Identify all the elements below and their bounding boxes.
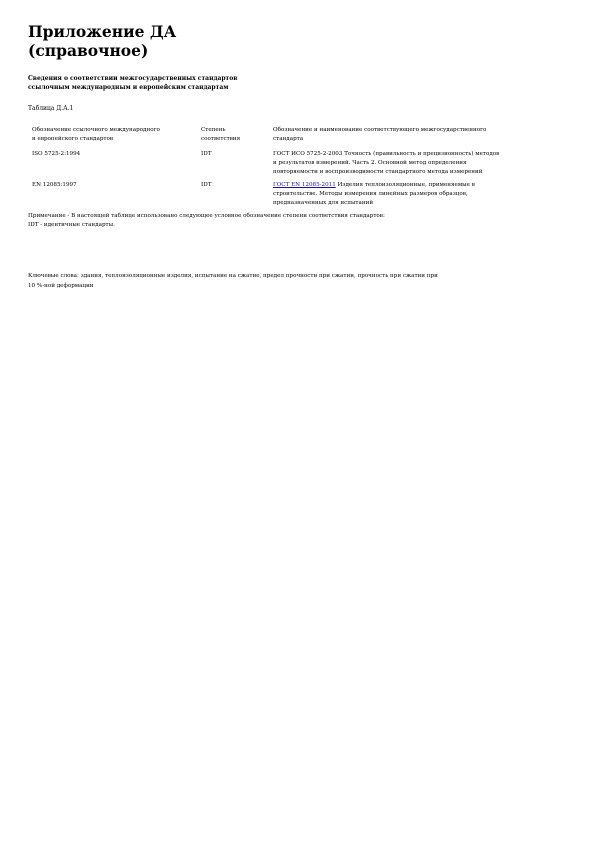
row2-interstate-line1: [273, 181, 563, 190]
header-col3-line1: Обозначение и наименование соответствующего межгосударственного: [273, 127, 487, 133]
table-row-1-col3: [273, 150, 563, 177]
table-row-1-col2: [201, 150, 263, 159]
table-row-2-col3: [273, 181, 563, 208]
row2-interstate-line3: предназначенных для испытаний: [273, 200, 374, 206]
annex-title-line1: Приложение ДА: [28, 22, 177, 41]
keywords-paragraph: [28, 271, 568, 291]
row1-interstate-line2: и результатов измерений. Часть 2. Основной метод определения: [273, 160, 467, 166]
table-header-col1: [32, 126, 197, 144]
row2-international-standard: EN 12085:1997: [32, 182, 77, 188]
header-col1-line1: Обозначение ссылочного международного: [32, 127, 160, 133]
header-col2-line1: Степень: [201, 127, 226, 133]
annex-title-line2: (справочное): [28, 41, 149, 60]
table-row-2-col1: [32, 181, 197, 190]
annex-title: [28, 22, 568, 60]
annex-subtitle-line2: ссылочным международным и европейским стандартам: [28, 84, 229, 91]
row1-degree: IDT: [201, 151, 212, 157]
row1-interstate-line1: ГОСТ ИСО 5725-2-2003 Точность (правильность и прецизионность) методов: [273, 151, 500, 157]
annex-subtitle-line1: Сведения о соответствии межгосударственных стандартов: [28, 75, 238, 82]
header-col3-line2: стандарта: [273, 136, 304, 142]
header-col2-line2: соответствия: [201, 136, 241, 142]
table-caption: Таблица Д.А.1: [28, 105, 74, 112]
annex-subtitle: [28, 74, 568, 92]
table-note: [28, 212, 568, 230]
table-row-1-col1: [32, 150, 197, 159]
row1-interstate-line3: повторяемости и воспроизводимости стандартного метода измерений: [273, 169, 483, 175]
table-header-col3: [273, 126, 563, 144]
keywords-line1: Ключевые слова: здания, теплоизоляционные изделия, испытание на сжатие, предел прочности при сжатии, прочность при сжатии при: [28, 273, 438, 279]
table-header-col2: [201, 126, 263, 144]
row2-degree: IDT: [201, 182, 212, 188]
gost-en-12085-link[interactable]: ГОСТ EN 12085-2011: [273, 182, 336, 188]
table-row-2-col2: [201, 181, 263, 190]
header-col1-line2: и европейского стандартов: [32, 136, 114, 142]
row2-interstate-title: Изделия теплоизоляционные, применяемые в: [335, 182, 475, 188]
row1-international-standard: ISO 5725-2:1994: [32, 151, 81, 157]
note-line2: IDT - идентичные стандарты.: [28, 222, 115, 228]
keywords-line2: 10 %-ной деформации: [28, 283, 94, 289]
row2-interstate-line2: строительстве. Методы измерения линейных размеров образцов,: [273, 191, 468, 197]
note-line1: Примечание - В настоящей таблице использовано следующее условное обозначение степени соответствия стандартов:: [28, 213, 385, 219]
